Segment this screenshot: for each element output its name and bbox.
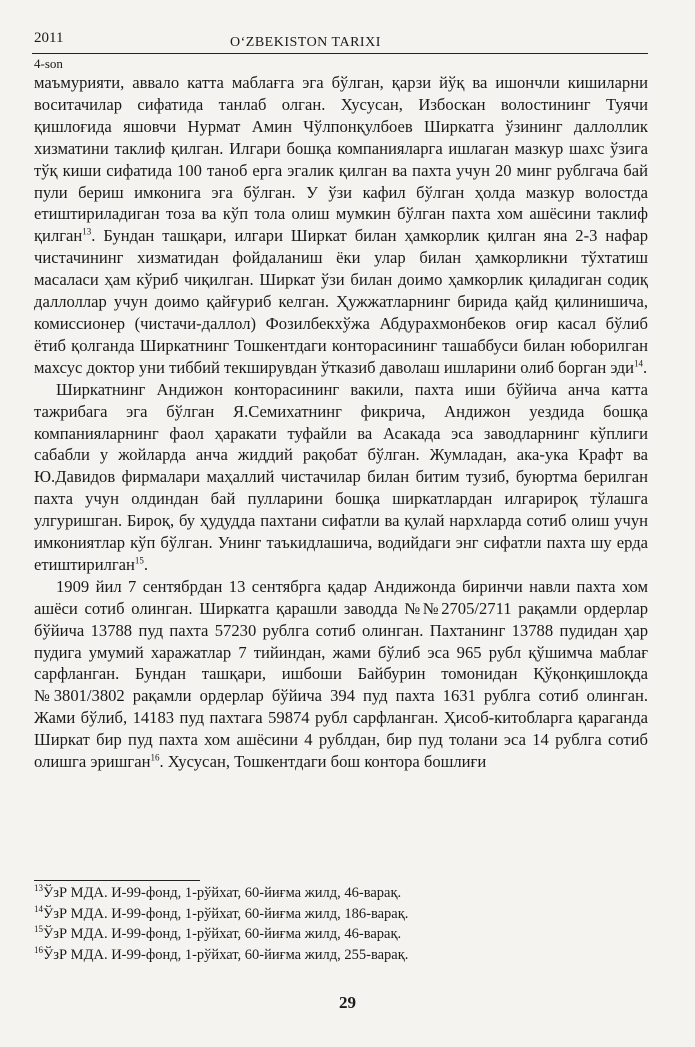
footnote-ref-14[interactable]: 14 bbox=[633, 358, 643, 369]
paragraph-3: 1909 йил 7 сентябрдан 13 сентябрга қадар Андижонда биринчи навли пахта хом ашёси сотиб олинган. Ширкатга қарашли заводда №№2705/2711 рақамли ордерлар бўйича 13788 пуд пахта 57230 рублга сотиб олинган. Пахтанинг 13788 пудидан ҳар пудига умумий харажатлар 7 тийиндан, жами бўлиб эса 965 рубл қўшимча маблағ сарфланган. Бундан ташқари, ишбоши Байбурин томонидан Қўқонқишлоқда №3801/3802 рақамли ордерлар бўйича 394 пуд пахта 1631 рублга сотиб олинган. Жами бўлиб, 14183 пуд пахтага 59874 рубл сарфланган. Ҳисоб-китобларга қараганда Ширкат бир пуд пахта хом ашёсини 4 рублдан, бир пуд толани эса 14 рублга сотиб олишга эришган$^{16}$. Хусусан, Тошкентдаги бош контора бошлиғи bbox=[34, 576, 648, 772]
header-issue: 4-son bbox=[34, 56, 63, 71]
footnote-item: $^{14}$ЎзР МДА. И-99-фонд, 1-рўйхат, 60-йиғма жилд, 186-варақ. bbox=[34, 903, 409, 922]
article-body bbox=[34, 72, 648, 773]
footnote-item: $^{16}$ЎзР МДА. И-99-фонд, 1-рўйхат, 60-йиғма жилд, 255-варақ. bbox=[34, 944, 409, 963]
footnote-item: $^{15}$ЎзР МДА. И-99-фонд, 1-рўйхат, 60-йиғма жилд, 46-варақ. bbox=[34, 924, 402, 942]
header-journal-title: O‘ZBEKISTON TARIXI bbox=[230, 35, 381, 50]
footnotes bbox=[34, 883, 648, 965]
footnote-ref-16[interactable]: 16 bbox=[150, 752, 160, 763]
page-number: 29 bbox=[339, 993, 356, 1012]
header-rule bbox=[32, 53, 648, 54]
paragraph-1: маъмурияти, аввало катта маблағга эга бўлган, қарзи йўқ ва ишончли кишиларни воситачилар сифатида танлаб олган. Хусусан, Избоскан волостининг Туячи қишлоғида яшовчи Нурмат Амин Чўлпонқулбоев Ширкатга ўзининг даллоллик хизматини таклиф қилган. Илгари бошқа компанияларга ишлаган мазкур шахс ўзига тўқ киши сифатида 100 таноб ерга эгалик қилган ва пахта учун 20 минг рублгача бай пули бериш имконига эга бўлган. У ўзи кафил бўлган ҳолда мазкур волостда етиштириладиган тоза ва кўп тола олиш мумкин бўлган пахта хом ашёсини таклиф қилган$^{13}$. Бундан ташқари, илгари Ширкат билан ҳамкорлик қилган яна 2-3 нафар чистачининг хизматидан фойдаланиш ёки улар билан ҳамкорликни тўхтатиш масаласи ҳам кўриб чиқилган. Ширкат ўзи билан доимо ҳамкорлик қиладиган содиқ даллоллар учун доимо қайғуриб келган. Ҳужжатларнинг бирида қайд қилинишича, комиссионер (чистачи-даллол) Фозилбекхўжа Абдурахмонбеков оғир касал бўлиб ётиб қолганда Ширкатнинг Тошкентдаги конторасининг ташаббуси билан юборилган махсус доктор уни тиббий текширувдан ўтказиб даволаш ишларини олиб борган эди$^{14}$. bbox=[34, 73, 648, 377]
footnote-rule bbox=[34, 880, 200, 881]
footnote-item: $^{13}$ЎзР МДА. И-99-фонд, 1-рўйхат, 60-йиғма жилд, 46-варақ. bbox=[34, 883, 402, 901]
footnote-ref-15[interactable]: 15 bbox=[134, 555, 144, 566]
paragraph-2: Ширкатнинг Андижон конторасининг вакили, пахта иши бўйича анча катта тажрибага эга бўлган Я.Семихатнинг фикрича, Андижон уездида бошқа компанияларнинг фаол ҳаракати туфайли ва Асакада эса заводларнинг кўплиги сабабли у жойларда анча жиддий рақобат бўлган. Жумладан, ака-ука Крафт ва Ю.Давидов фирмалари маҳаллий чистачилар билан битим тузиб, буюртма берилган пахта учун олдиндан бай пулларини бошқа ширкатлардан илгарироқ тўлашга улгуришган. Бироқ, бу ҳудудда пахтани сифатли ва қулай нархларда сотиб олиш учун имкониятлар кўп бўлган. Унинг таъкидлашича, водийдаги энг сифатли пахта шу ерда етиштирилган$^{15}$. bbox=[34, 379, 648, 574]
header-year: 2011 bbox=[34, 30, 64, 46]
footnote-ref-13[interactable]: 13 bbox=[82, 226, 92, 237]
